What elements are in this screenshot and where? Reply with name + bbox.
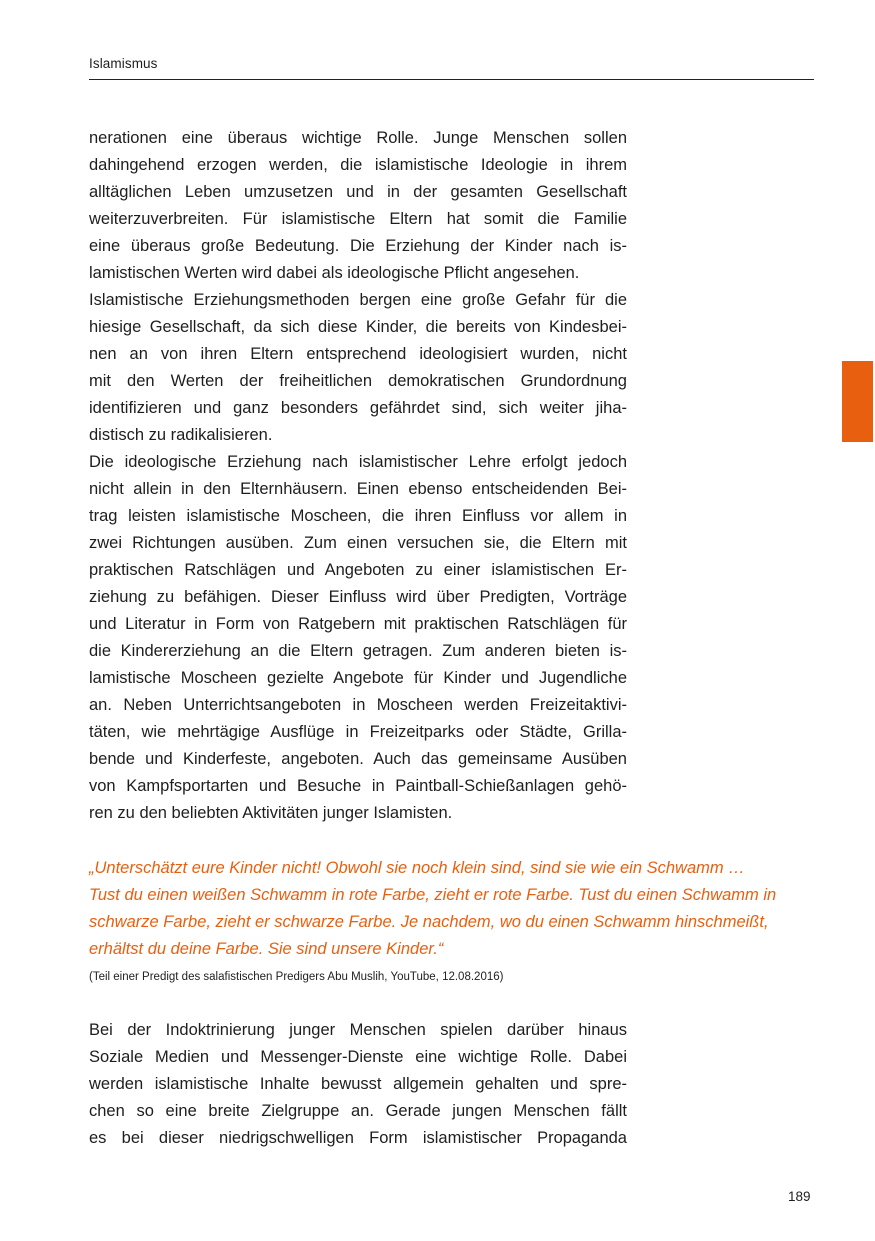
text-line: an. Neben Unterrichtsangeboten in Moscheen werden Freizeitaktivi- — [89, 696, 627, 714]
text-line: nen an von ihren Eltern entsprechend ideologisiert wurden, nicht — [89, 345, 627, 363]
text-line: mit den Werten der freiheitlichen demokratischen Grundordnung — [89, 372, 627, 390]
text-line: täten, wie mehrtägige Ausflüge in Freizeitparks oder Städte, Grilla- — [89, 723, 627, 741]
text-line: eine überaus große Bedeutung. Die Erziehung der Kinder nach is- — [89, 237, 627, 255]
text-line: trag leisten islamistische Moscheen, die ihren Einfluss vor allem in — [89, 507, 627, 525]
text-line: nicht allein in den Elternhäusern. Einen ebenso entscheidenden Bei- — [89, 480, 627, 498]
text-line: ren zu den beliebten Aktivitäten junger Islamisten. — [89, 804, 453, 822]
running-head-title: Islamismus — [89, 56, 158, 71]
text-line: dahingehend erzogen werden, die islamistische Ideologie in ihrem — [89, 156, 627, 174]
text-line: hiesige Gesellschaft, da sich diese Kinder, die bereits von Kindesbei- — [89, 318, 627, 336]
text-line: Bei der Indoktrinierung junger Menschen spielen darüber hinaus — [89, 1021, 627, 1039]
text-line: weiterzuverbreiten. Für islamistische Eltern hat somit die Familie — [89, 210, 627, 228]
text-line: Die ideologische Erziehung nach islamistischer Lehre erfolgt jedoch — [89, 453, 627, 471]
page-number: 189 — [788, 1189, 811, 1204]
text-line: Soziale Medien und Messenger-Dienste eine wichtige Rolle. Dabei — [89, 1048, 627, 1066]
text-line: nerationen eine überaus wichtige Rolle. Junge Menschen sollen — [89, 129, 627, 147]
quote-line: „Unterschätzt eure Kinder nicht! Obwohl sie noch klein sind, sind sie wie ein Schwamm … — [89, 859, 745, 877]
text-line: lamistischen Werten wird dabei als ideologische Pflicht angesehen. — [89, 264, 580, 282]
text-line: werden islamistische Inhalte bewusst allgemein gehalten und spre- — [89, 1075, 627, 1093]
text-line: es bei dieser niedrigschwelligen Form islamistischer Propaganda — [89, 1129, 627, 1147]
quote-line: Tust du einen weißen Schwamm in rote Farbe, zieht er rote Farbe. Tust du einen Schwamm in — [89, 886, 777, 904]
text-line: die Kindererziehung an die Eltern getragen. Zum anderen bieten is- — [89, 642, 627, 660]
text-line: lamistische Moscheen gezielte Angebote für Kinder und Jugendliche — [89, 669, 627, 687]
text-line: identifizieren und ganz besonders gefährdet sind, sich weiter jiha- — [89, 399, 627, 417]
text-line: und Literatur in Form von Ratgebern mit praktischen Ratschlägen für — [89, 615, 627, 633]
text-line: chen so eine breite Zielgruppe an. Gerade jungen Menschen fällt — [89, 1102, 627, 1120]
header-rule — [89, 79, 814, 80]
text-line: praktischen Ratschlägen und Angeboten zu einer islamistischen Er- — [89, 561, 627, 579]
quote-line: schwarze Farbe, zieht er schwarze Farbe. Je nachdem, wo du einen Schwamm hinschmeißt, — [89, 913, 769, 931]
body-text-block-2 — [89, 1017, 627, 1152]
quote-line: erhältst du deine Farbe. Sie sind unsere Kinder.“ — [89, 940, 444, 958]
text-line: bende und Kinderfeste, angeboten. Auch das gemeinsame Ausüben — [89, 750, 627, 768]
text-line: von Kampfsportarten und Besuche in Paintball-Schießanlagen gehö- — [89, 777, 627, 795]
pull-quote — [89, 855, 814, 963]
body-text-block-1 — [89, 125, 627, 827]
text-line: alltäglichen Leben umzusetzen und in der gesamten Gesellschaft — [89, 183, 627, 201]
text-line: zwei Richtungen ausüben. Zum einen versuchen sie, die Eltern mit — [89, 534, 627, 552]
text-line: distisch zu radikalisieren. — [89, 426, 273, 444]
quote-citation: (Teil einer Predigt des salafistischen Predigers Abu Muslih, YouTube, 12.08.2016) — [89, 971, 504, 983]
chapter-side-tab — [842, 361, 873, 442]
text-line: Islamistische Erziehungsmethoden bergen eine große Gefahr für die — [89, 291, 627, 309]
text-line: ziehung zu befähigen. Dieser Einfluss wird über Predigten, Vorträge — [89, 588, 627, 606]
